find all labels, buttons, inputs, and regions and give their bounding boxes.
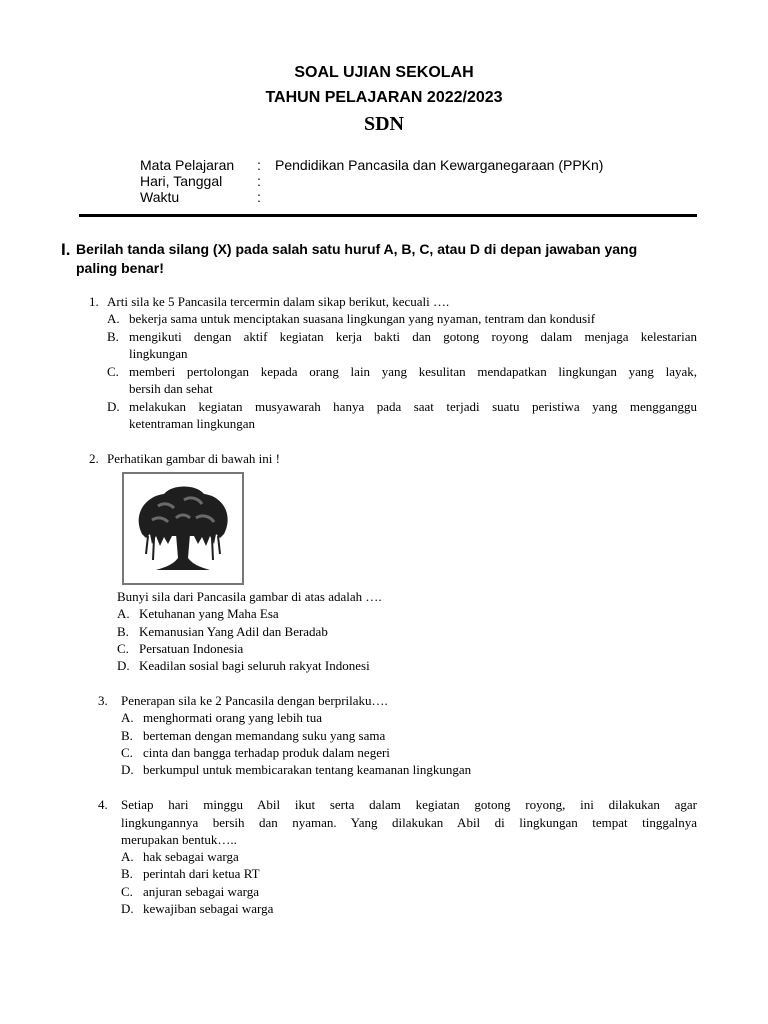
option-text: bersih dan sehat bbox=[129, 381, 213, 396]
info-label: Mata Pelajaran bbox=[140, 157, 235, 173]
option-text: Kemanusian Yang Adil dan Beradab bbox=[139, 624, 328, 639]
option-text: cinta dan bangga terhadap produk dalam negeri bbox=[143, 745, 390, 760]
option-text: menghormati orang yang lebih tua bbox=[143, 710, 323, 725]
option-letter: B. bbox=[117, 624, 129, 639]
option-text: berteman dengan memandang suku yang sama bbox=[143, 728, 386, 743]
option-letter: C. bbox=[121, 884, 133, 899]
info-value: Pendidikan Pancasila dan Kewarganegaraan (PPKn) bbox=[275, 157, 604, 173]
question-image bbox=[122, 472, 244, 585]
section-number: I. bbox=[61, 240, 71, 259]
instruction-line: Berilah tanda silang (X) pada salah satu huruf A, B, C, atau D di depan jawaban yang bbox=[76, 241, 638, 257]
question-text: lingkungannya bersih dan nyaman. Yang dilakukan Abil di lingkungan tempat tinggalnya bbox=[121, 815, 697, 830]
info-colon: : bbox=[257, 189, 261, 205]
option-letter: B. bbox=[121, 866, 133, 881]
option-text: anjuran sebagai warga bbox=[143, 884, 259, 899]
info-label: Hari, Tanggal bbox=[140, 173, 223, 189]
option-letter: D. bbox=[117, 658, 130, 673]
question-text: Arti sila ke 5 Pancasila tercermin dalam sikap berikut, kecuali …. bbox=[107, 294, 450, 309]
question-number: 4. bbox=[98, 797, 108, 812]
info-colon: : bbox=[257, 173, 261, 189]
option-letter: C. bbox=[117, 641, 129, 656]
question-number: 2. bbox=[89, 451, 99, 466]
banyan-tree-icon bbox=[124, 474, 242, 583]
option-letter: A. bbox=[121, 849, 134, 864]
option-letter: A. bbox=[117, 606, 130, 621]
option-letter: B. bbox=[121, 728, 133, 743]
instruction-text bbox=[76, 240, 698, 278]
option-letter: D. bbox=[121, 762, 134, 777]
option-letter: D. bbox=[121, 901, 134, 916]
option-letter: A. bbox=[107, 311, 120, 326]
option-letter: D. bbox=[107, 399, 120, 414]
question-number: 1. bbox=[89, 294, 99, 309]
option-text: lingkungan bbox=[129, 346, 188, 361]
question-prompt: Bunyi sila dari Pancasila gambar di atas adalah …. bbox=[117, 589, 382, 604]
info-label: Waktu bbox=[140, 189, 180, 205]
option-text: hak sebagai warga bbox=[143, 849, 239, 864]
instruction-line: paling benar! bbox=[76, 260, 164, 276]
question-text: Penerapan sila ke 2 Pancasila dengan berprilaku…. bbox=[121, 693, 388, 708]
option-text: berkumpul untuk membicarakan tentang keamanan lingkungan bbox=[143, 762, 472, 777]
exam-title: SOAL UJIAN SEKOLAH bbox=[294, 64, 474, 81]
header-divider bbox=[79, 214, 697, 217]
option-text: ketentraman lingkungan bbox=[129, 416, 255, 431]
question-text: Setiap hari minggu Abil ikut serta dalam kegiatan gotong royong, ini dilakukan agar bbox=[121, 797, 697, 812]
school-name: SDN bbox=[363, 113, 404, 135]
question-number: 3. bbox=[98, 693, 108, 708]
option-text: melakukan kegiatan musyawarah hanya pada saat terjadi suatu peristiwa yang mengganggu bbox=[129, 399, 697, 414]
option-letter: B. bbox=[107, 329, 119, 344]
option-text: memberi pertolongan kepada orang lain yang kesulitan mendapatkan lingkungan yang layak, bbox=[129, 364, 697, 379]
option-text: perintah dari ketua RT bbox=[143, 866, 260, 881]
option-text: Persatuan Indonesia bbox=[139, 641, 244, 656]
option-text: Ketuhanan yang Maha Esa bbox=[139, 606, 279, 621]
option-letter: A. bbox=[121, 710, 134, 725]
option-letter: C. bbox=[107, 364, 119, 379]
option-letter: C. bbox=[121, 745, 133, 760]
school-year: TAHUN PELAJARAN 2022/2023 bbox=[265, 89, 503, 106]
option-text: kewajiban sebagai warga bbox=[143, 901, 274, 916]
question-text: Perhatikan gambar di bawah ini ! bbox=[107, 451, 280, 466]
option-text: bekerja sama untuk menciptakan suasana lingkungan yang nyaman, tentram dan kondusif bbox=[129, 311, 596, 326]
question-text: merupakan bentuk….. bbox=[121, 832, 237, 847]
option-text: mengikuti dengan aktif kegiatan kerja bakti dan gotong royong dalam menjaga kelestarian bbox=[129, 329, 697, 344]
option-text: Keadilan sosial bagi seluruh rakyat Indonesi bbox=[139, 658, 370, 673]
info-colon: : bbox=[257, 157, 261, 173]
